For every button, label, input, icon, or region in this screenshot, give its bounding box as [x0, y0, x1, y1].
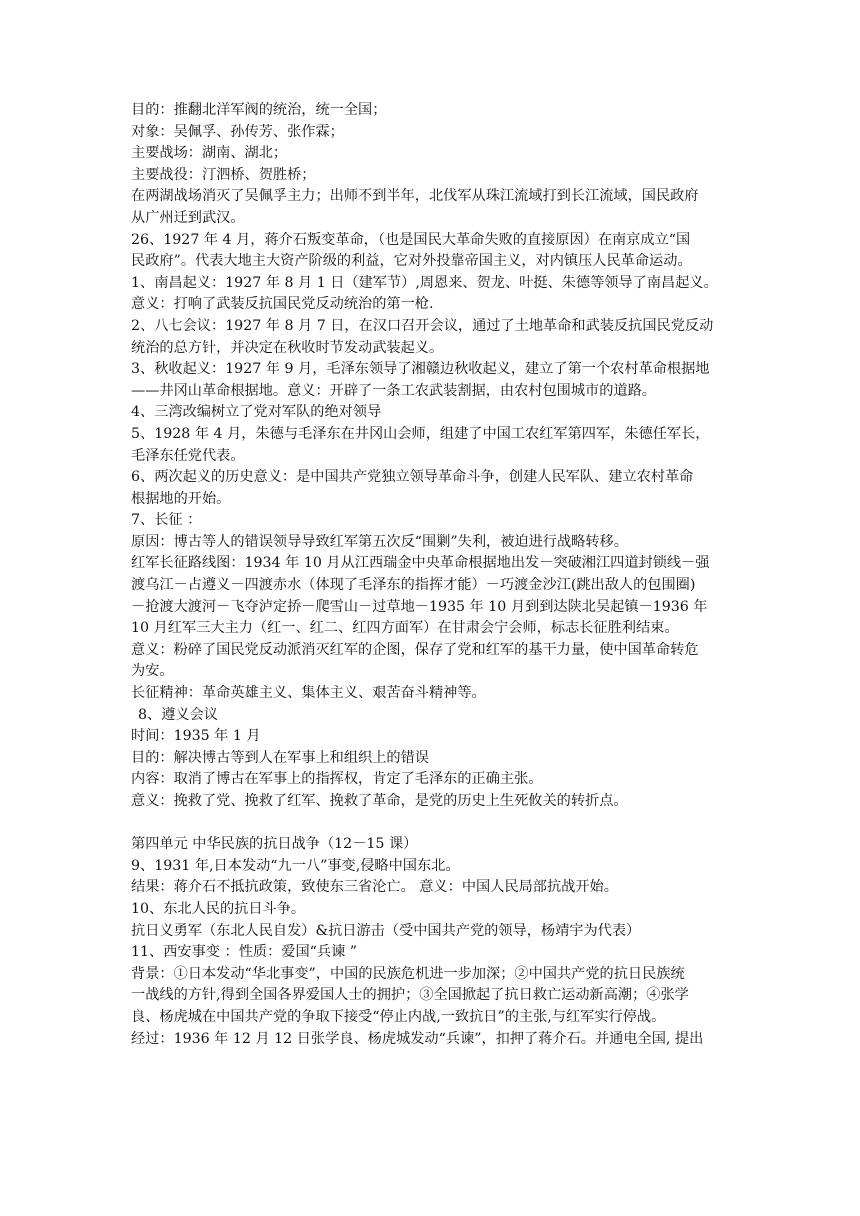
text-line: 经过：1936 年 12 月 12 日张学良、杨虎城发动“兵谏”，扣押了蒋介石。并通电全国, 提出: [131, 1030, 704, 1047]
text-line: 10、东北人民的抗日斗争。: [131, 900, 306, 917]
section-heading-zunyi: 8、遵义会议: [138, 706, 218, 723]
text-line: 5、1928 年 4 月，朱德与毛泽东在井冈山会师，组建了中国工农红军第四军，朱德任军长，: [131, 425, 710, 442]
text-line: 意义：挽救了党、挽救了红军、挽救了革命，是党的历史上生死攸关的转折点。: [131, 793, 628, 809]
text-line: 在两湖战场消灭了吴佩孚主力；出师不到半年，北伐军从珠江流域打到长江流域，国民政府: [131, 188, 699, 205]
text-line: ——井冈山革命根据地。意义：开辟了一条工农武装割据，由农村包围城市的道路。: [131, 382, 656, 399]
text-line: 主要战役：汀泗桥、贺胜桥；: [131, 166, 316, 183]
text-line: 11、西安事变 ：性质：爱国“兵谏 ”: [131, 944, 358, 961]
text-line: 主要战场：湖南、湖北；: [131, 145, 288, 162]
text-line: 根据地的开始。: [131, 490, 231, 507]
text-line: 意义：粉碎了国民党反动派消灭红军的企图，保存了党和红军的基干力量，使中国革命转危: [131, 641, 699, 658]
text-line: 毛泽东任党代表。: [131, 447, 245, 464]
text-line: 红军长征路线图：1934 年 10 月从江西瑞金中央革命根据地出发－突破湘江四道封锁线－强: [131, 555, 710, 572]
text-line: 为安。: [131, 663, 174, 680]
text-line: 良、杨虎城在中国共产党的争取下接受“停止内战,一致抗日”的主张,与红军实行停战。: [131, 1008, 666, 1025]
text-line: 渡乌江－占遵义－四渡赤水（体现了毛泽东的指挥才能）－巧渡金沙江(跳出敌人的包围圈): [131, 577, 696, 594]
text-line: 1、南昌起义：1927 年 8 月 1 日（建军节）,周恩来、贺龙、叶挺、朱德等领导了南昌起义。: [131, 274, 718, 291]
text-line: 抗日义勇军（东北人民自发）&抗日游击（受中国共产党的领导，杨靖宇为代表）: [131, 922, 641, 939]
blank-line: [131, 813, 733, 835]
text-line: 2、八七会议：1927 年 8 月 7 日，在汉口召开会议，通过了土地革命和武装反抗国民党反动: [131, 317, 714, 334]
text-line: 4、三湾改编树立了党对军队的绝对领导: [131, 404, 382, 421]
text-line: 从广州迁到武汉。: [131, 209, 245, 226]
document-page: [131, 100, 733, 1050]
text-line: 民政府”。代表大地主大资产阶级的利益，它对外投靠帝国主义，对内镇压人民革命运动。: [131, 253, 692, 270]
text-line: 对象：吴佩孚、孙传芳、张作霖；: [131, 123, 344, 140]
text-line: 内容：取消了博古在军事上的指挥权，肯定了毛泽东的正确主张。: [131, 771, 543, 788]
text-line: 原因：博古等人的错误领导导致红军第五次反“围剿”失利，被迫进行战略转移。: [131, 533, 628, 550]
text-line: 10 月红军三大主力（红一、红二、红四方面军）在甘肃会宁会师，标志长征胜利结束。: [131, 620, 679, 637]
text-line: 背景：①日本发动“华北事变”，中国的民族危机进一步加深；②中国共产党的抗日民族统: [131, 965, 685, 982]
text-line: 9、1931 年,日本发动“九一八”事变,侵略中国东北。: [131, 857, 460, 874]
text-line: 目的：推翻北洋军阀的统治，统一全国；: [131, 102, 387, 118]
unit-heading: 第四单元 中华民族的抗日战争（12－15 课）: [131, 836, 418, 853]
text-line: 结果：蒋介石不抵抗政策，致使东三省沦亡。 意义：中国人民局部抗战开始。: [131, 879, 618, 896]
text-line: 3、秋收起义：1927 年 9 月，毛泽东领导了湘赣边秋收起义，建立了第一个农村革命根据地: [131, 361, 710, 378]
text-line: 长征精神：革命英雄主义、集体主义、艰苦奋斗精神等。: [131, 685, 486, 702]
text-line: －抢渡大渡河－飞夺泸定挢－爬雪山－过草地－1935 年 10 月到到达陕北吴起镇－1936 年: [131, 598, 708, 615]
text-line: 6、两次起义的历史意义：是中国共产党独立领导革命斗争，创建人民军队、建立农村革命: [131, 469, 694, 486]
text-line: 7、长征 ：: [131, 512, 202, 529]
text-line: 一战线的方针,得到全国各界爱国人士的拥护；③全国掀起了抗日救亡运动新高潮；④张学: [131, 987, 689, 1004]
text-line: 时间：1935 年 1 月: [131, 728, 261, 745]
text-line: 26、1927 年 4 月，蒋介石叛变革命，（也是国民大革命失败的直接原因）在南京成立“国: [131, 231, 691, 248]
text-line: 意义：打响了武装反抗国民党反动统治的第一枪.: [131, 296, 434, 313]
text-line: 目的：解决博古等到人在军事上和组织上的错误: [131, 749, 429, 766]
text-line: 统治的总方针，并决定在秋收时节发动武装起义。: [131, 339, 444, 356]
